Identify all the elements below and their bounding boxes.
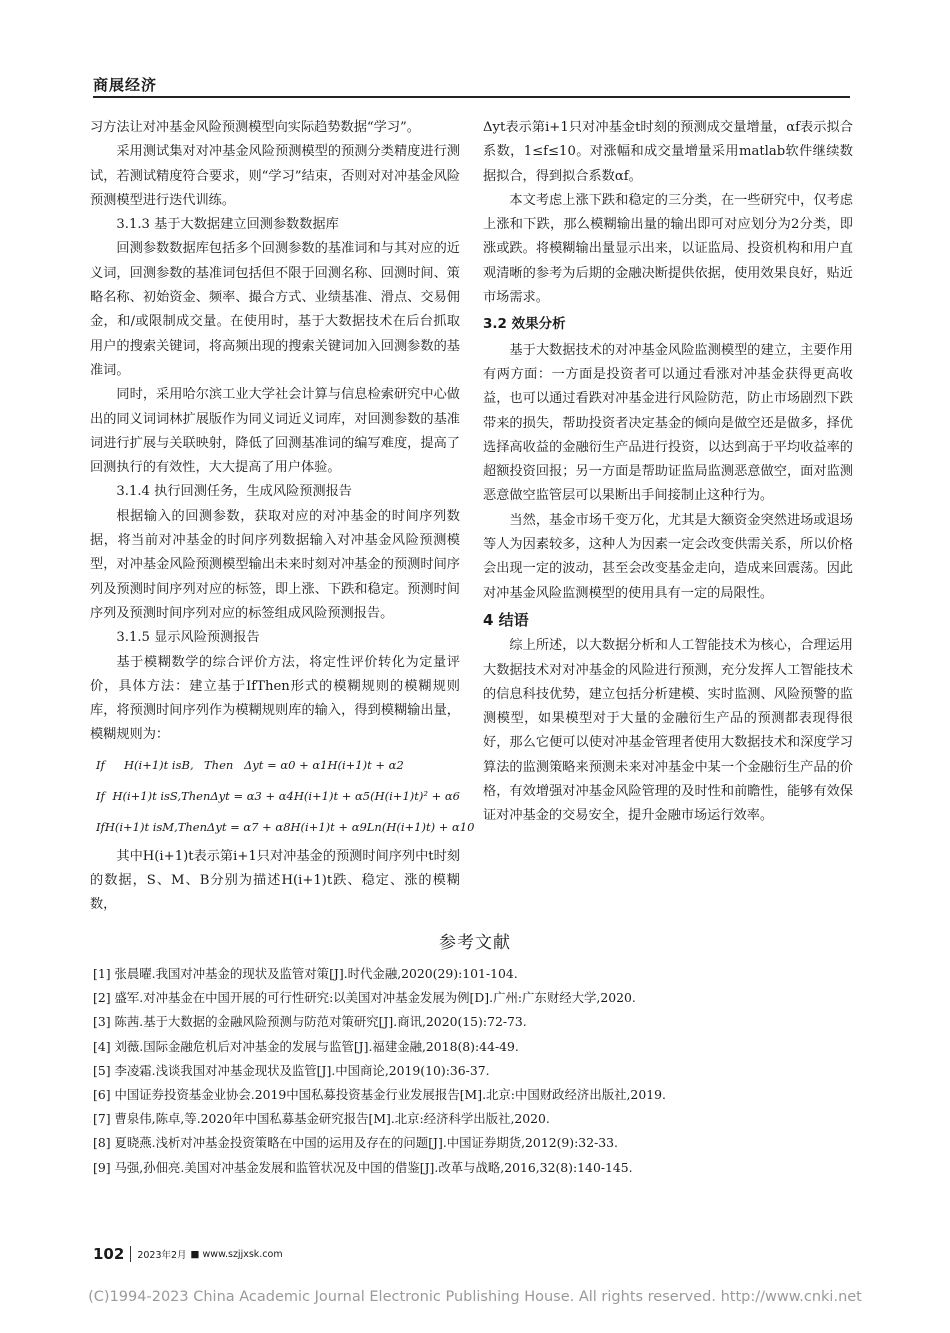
fuzzy-rule xyxy=(90,781,460,812)
reference-item: [9] 马强,孙佃亮.美国对冲基金发展和监管状况及中国的借鉴[J].改革与战略,2016,32(8):140-145. xyxy=(93,1159,633,1175)
rule-equation: Δyt = α7 + α8H(i+1)t + α9Ln(H(i+1)t) + α10 xyxy=(207,820,475,835)
right-column xyxy=(483,116,853,829)
rule-then: Then xyxy=(204,758,234,773)
rule-then: Then xyxy=(177,820,208,835)
subsection-heading: 3.1.5 显示风险预测报告 xyxy=(116,630,260,646)
copyright-notice: (C)1994-2023 China Academic Journal Electronic Publishing House. All rights reserved. http://www.cnki.net xyxy=(88,1289,862,1305)
rule-condition: H(i+1)t isS, xyxy=(112,789,182,804)
rule-equation: Δyt = α0 + α1H(i+1)t + α2 xyxy=(244,758,404,773)
paragraph: 其中H(i+1)t表示第i+1只对冲基金的预测时间序列中t时刻的数据，S、M、B分别为描述H(i+1)t跌、稳定、涨的模糊数， xyxy=(90,848,460,913)
issue-date: 2023年2月 xyxy=(137,1250,187,1261)
references-list xyxy=(93,962,853,1180)
rule-then: Then xyxy=(181,789,211,804)
paragraph: 基于模糊数学的综合评价方法，将定性评价转化为定量评价，具体方法：建立基于IfThen形式的模糊规则的模糊规则库，将预测时间序列作为模糊规则库的输入，得到模糊输出量，模糊规则为： xyxy=(90,654,460,743)
rule-condition: H(i+1)t isB, xyxy=(124,758,194,773)
rule-condition: H(i+1)t isM, xyxy=(104,820,178,835)
fuzzy-rules xyxy=(90,750,475,843)
paragraph: 同时，采用哈尔滨工业大学社会计算与信息检索研究中心做出的同义词词林扩展版作为同义词近义词库，对回测参数的基准词进行扩展与关联映射，降低了回测基准词的编写难度，提高了回测执行的有效性，大大提高了用户体验。 xyxy=(90,387,460,476)
references-title: 参考文献 xyxy=(439,933,511,953)
paragraph: 采用测试集对对冲基金风险预测模型的预测分类精度进行测试，若测试精度符合要求，则“学习”结束，否则对对冲基金风险预测模型进行迭代训练。 xyxy=(90,144,460,208)
paragraph: 根据输入的回测参数，获取对应的对冲基金的时间序列数据，将当前对冲基金的时间序列数据输入对冲基金风险预测模型，对冲基金风险预测模型输出未来时刻对冲基金的预测时间序列及预测时间序列对应的标签，即上涨、下跌和稳定。预测时间序列及预测时间序列对应的标签组成风险预测报告。 xyxy=(90,508,460,621)
fuzzy-rule xyxy=(90,750,460,781)
paragraph: 回测参数数据库包括多个回测参数的基准词和与其对应的近义词，回测参数的基准词包括但不限于回测名称、回测时间、策略名称、初始资金、频率、撮合方式、业绩基准、滑点、交易佣金，和/或限制成交量。在使用时，基于大数据技术在后台抓取用户的搜索关键词，将高频出现的搜索关键词加入回测参数的基准词。 xyxy=(90,241,460,378)
rule-if: If xyxy=(96,789,105,804)
rule-if: If xyxy=(96,820,105,835)
left-column xyxy=(90,116,475,918)
reference-item: [7] 曹泉伟,陈卓,等.2020年中国私募基金研究报告[M].北京:经济科学出版社,2020. xyxy=(93,1111,550,1127)
reference-item: [4] 刘薇.国际金融危机后对冲基金的发展与监管[J].福建金融,2018(8):44-49. xyxy=(93,1038,519,1054)
journal-title: 商展经济 xyxy=(93,76,158,94)
paragraph: 综上所述，以大数据分析和人工智能技术为核心，合理运用大数据技术对对冲基金的风险进行预测，充分发挥人工智能技术的信息科技优势，建立包括分析建模、实时监测、风险预警的监测模型，如果模型对于大量的金融衍生产品的预测都表现得很好，那么它便可以使对冲基金管理者使用大数据技术和深度学习算法的监测策略来预测未来对冲基金中某一个金融衍生产品的价格，有效增强对冲基金风险管理的及时性和前瞻性，能够有效保证对冲基金的交易安全，提升金融市场运行效率。 xyxy=(483,638,853,824)
paragraph: Δyt表示第i+1只对冲基金t时刻的预测成交量增量，αf表示拟合系数，1≤f≤10。对涨幅和成交量增量采用matlab软件继续数据拟合，得到拟合系数αf。 xyxy=(483,120,853,184)
rule-equation: Δyt = α3 + α4H(i+1)t + α5(H(i+1)t)² + α6 xyxy=(210,789,460,804)
page-number: 102 xyxy=(93,1245,125,1263)
header-rule xyxy=(93,96,850,98)
fuzzy-rule xyxy=(90,812,475,843)
subsection-heading: 3.1.4 执行回测任务，生成风险预测报告 xyxy=(116,484,352,500)
rule-if: If xyxy=(96,758,105,773)
paragraph: 当然，基金市场千变万化，尤其是大额资金突然进场或退场等人为因素较多，这种人为因素一定会改变供需关系，所以价格会出现一定的波动，甚至会改变基金走向，造成来回震荡。因此对冲基金风险监测模型的使用具有一定的局限性。 xyxy=(483,512,853,601)
paragraph: 基于大数据技术的对冲基金风险监测模型的建立，主要作用有两方面：一方面是投资者可以通过看涨对冲基金获得更高收益，也可以通过看跌对冲基金进行风险防范，防止市场剧烈下跌带来的损失，帮助投资者决定基金的倾向是做空还是做多，择优选择高收益的金融衍生产品进行投资，以达到高于平均收益率的超额投资回报；另一方面是帮助证监局监测恶意做空，面对监测恶意做空监管层可以果断出手间接制止这种行为。 xyxy=(483,342,853,504)
reference-item: [1] 张晨曜.我国对冲基金的现状及监管对策[J].时代金融,2020(29):101-104. xyxy=(93,966,518,981)
section-heading: 3.2 效果分析 xyxy=(483,316,566,333)
reference-item: [2] 盛军.对冲基金在中国开展的可行性研究:以美国对冲基金发展为例[D].广州:广东财经大学,2020. xyxy=(93,990,636,1006)
reference-item: [3] 陈茜.基于大数据的金融风险预测与防范对策研究[J].商讯,2020(15):72-73. xyxy=(93,1014,527,1030)
reference-item: [5] 李凌霜.浅谈我国对冲基金现状及监管[J].中国商论,2019(10):36-37. xyxy=(93,1062,490,1078)
reference-item: [6] 中国证券投资基金业协会.2019中国私募投资基金行业发展报告[M].北京:中国财政经济出版社,2019. xyxy=(93,1087,666,1103)
paragraph: 本文考虑上涨下跌和稳定的三分类，在一些研究中，仅考虑上涨和下跌，那么模糊输出量的输出即可对应划分为2分类，即涨或跌。将模糊输出量显示出来，以证监局、投资机构和用户直观清晰的参考为后期的金融决断提供依据，使用效果良好，贴近市场需求。 xyxy=(483,192,853,306)
journal-website: ■ www.szjjxsk.com xyxy=(190,1248,283,1260)
section-heading: 4 结语 xyxy=(483,610,529,629)
page-footer xyxy=(93,1245,283,1263)
reference-item: [8] 夏晓燕.浅析对冲基金投资策略在中国的运用及存在的问题[J].中国证券期货,2012(9):32-33. xyxy=(93,1135,618,1151)
footer-divider xyxy=(130,1246,131,1262)
paragraph: 习方法让对冲基金风险预测模型向实际趋势数据“学习”。 xyxy=(90,120,420,135)
subsection-heading: 3.1.3 基于大数据建立回测参数数据库 xyxy=(116,217,339,233)
